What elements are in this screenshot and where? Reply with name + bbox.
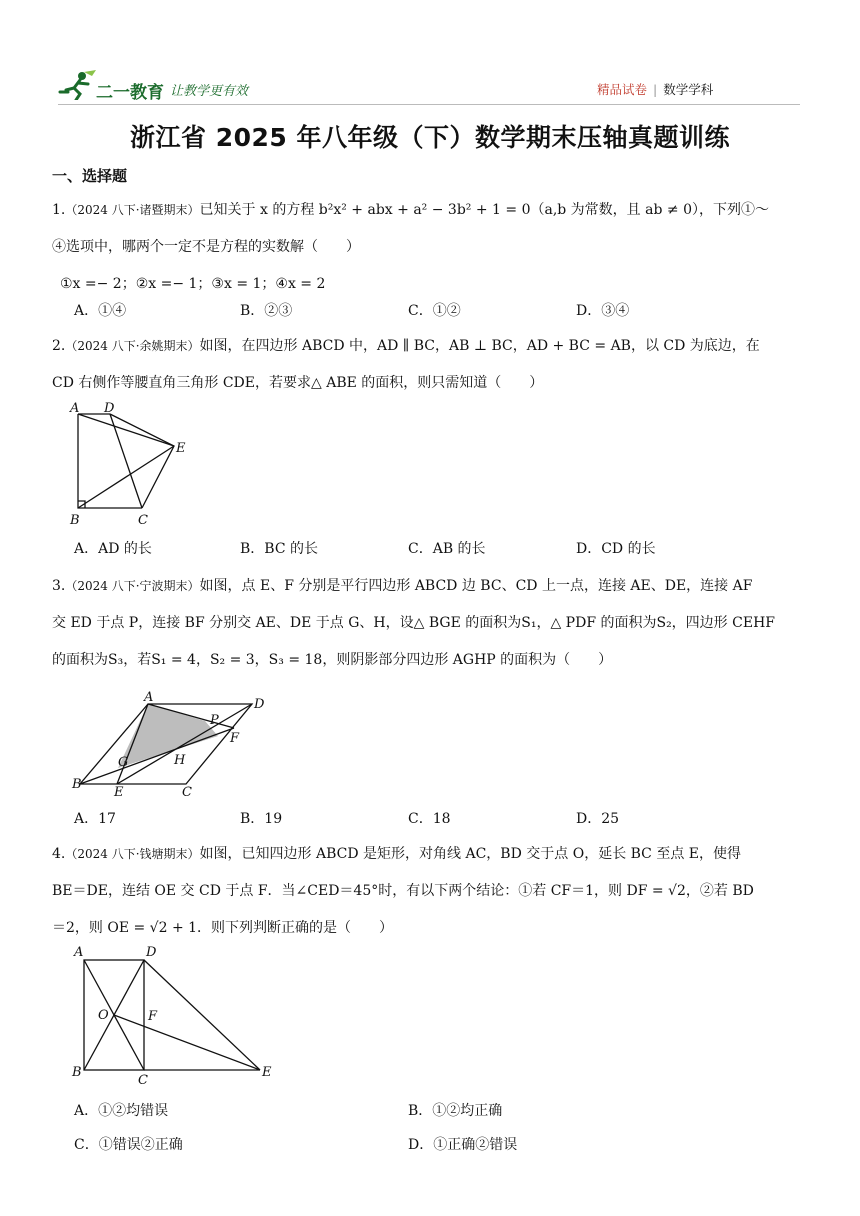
question-4-figure xyxy=(66,940,282,1092)
option-a: A．AD 的长 xyxy=(74,541,152,557)
question-3-line-2: 交 ED 于点 P，连接 BF 分别交 AE、DE 于点 G、H，设△ BGE 的面积为S₁，△ PDF 的面积为S₂，四边形 CEHF xyxy=(52,615,775,631)
question-4-line-1 xyxy=(52,836,812,873)
option-b: B．BC 的长 xyxy=(240,541,318,557)
slogan: 让教学更有效 xyxy=(170,84,249,99)
question-number: 2. xyxy=(52,338,66,354)
option-d: D．25 xyxy=(576,811,620,827)
option-c: C．①错误②正确 xyxy=(74,1137,183,1153)
header-tag: 精品试卷 xyxy=(597,82,648,97)
question-4 xyxy=(52,836,812,947)
label-e: E xyxy=(114,785,124,800)
header-subject: 数学学科 xyxy=(663,82,714,97)
option-b: B．①②均正确 xyxy=(408,1103,503,1119)
question-source: （2024 八下·诸暨期末） xyxy=(65,203,200,217)
option-a: A．①④ xyxy=(74,303,127,319)
label-f: F xyxy=(230,731,240,746)
header-right xyxy=(597,80,713,98)
question-1 xyxy=(52,192,812,303)
parallelogram-figure xyxy=(66,688,276,800)
question-source: （2024 八下·宁波期末） xyxy=(65,579,200,593)
question-2-figure xyxy=(64,398,194,532)
logo-text: 二一教育 xyxy=(96,83,164,103)
label-c: C xyxy=(138,1073,148,1088)
option-c: C．AB 的长 xyxy=(408,541,486,557)
question-4-line-2: BE＝DE，连结 OE 交 CD 于点 F．当∠CED＝45°时，有以下两个结论：①若 CF＝1，则 DF = √2，②若 BD xyxy=(52,883,754,899)
label-c: C xyxy=(138,513,148,528)
header-separator: | xyxy=(653,82,658,97)
label-a: A xyxy=(74,945,84,960)
page-title: 浙江省 2025 年八年级（下）数学期末压轴真题训练 xyxy=(130,123,730,152)
label-d: D xyxy=(254,697,265,712)
option-a: A．①②均错误 xyxy=(74,1103,169,1119)
option-b: B．②③ xyxy=(240,303,293,319)
option-c: C．18 xyxy=(408,811,451,827)
option-d: D．CD 的长 xyxy=(576,541,656,557)
section-heading: 一、选择题 xyxy=(52,167,128,185)
question-number: 4. xyxy=(52,846,66,862)
question-1-line-2: ④选项中，哪两个一定不是方程的实数解（ ） xyxy=(52,239,360,255)
question-3-line-3: 的面积为S₃，若S₁ = 4，S₂ = 3，S₃ = 18，则阴影部分四边形 AGHP 的面积为（ ） xyxy=(52,652,613,668)
label-d: D xyxy=(146,945,157,960)
runner-logo-icon xyxy=(58,70,98,100)
question-source: （2024 八下·钱塘期末） xyxy=(65,847,200,861)
label-d: D xyxy=(104,401,115,416)
question-3-line-1 xyxy=(52,568,812,605)
question-text: 如图，已知四边形 ABCD 是矩形，对角线 AC，BD 交于点 O，延长 BC 至点 E，使得 xyxy=(199,846,742,862)
option-c: C．①② xyxy=(408,303,461,319)
label-a: A xyxy=(70,401,80,416)
label-h: H xyxy=(174,753,186,768)
question-source: （2024 八下·余姚期末） xyxy=(65,339,200,353)
option-d: D．③④ xyxy=(576,303,630,319)
label-f: F xyxy=(148,1009,158,1024)
label-b: B xyxy=(70,513,80,528)
option-b: B．19 xyxy=(240,811,283,827)
quadrilateral-figure xyxy=(64,398,194,528)
label-e: E xyxy=(176,441,186,456)
rectangle-figure xyxy=(66,940,282,1088)
question-1-line-1 xyxy=(52,192,812,229)
label-o: O xyxy=(98,1008,109,1023)
label-c: C xyxy=(182,785,192,800)
question-2-line-1 xyxy=(52,328,812,365)
label-e: E xyxy=(262,1065,272,1080)
question-3-figure xyxy=(66,688,276,804)
option-d: D．①正确②错误 xyxy=(408,1137,518,1153)
question-number: 3. xyxy=(52,578,66,594)
question-2 xyxy=(52,328,812,402)
label-a: A xyxy=(144,690,154,705)
question-number: 1. xyxy=(52,202,66,218)
question-text: 如图，点 E、F 分别是平行四边形 ABCD 边 BC、CD 上一点，连接 AE、DE，连接 AF xyxy=(199,578,753,594)
question-2-line-2: CD 右侧作等腰直角三角形 CDE，若要求△ ABE 的面积，则只需知道（ ） xyxy=(52,375,544,391)
header-divider xyxy=(58,104,800,105)
option-a: A．17 xyxy=(74,811,116,827)
logo xyxy=(58,70,98,100)
question-1-line-3: ①x =− 2；②x =− 1；③x = 1；④x = 2 xyxy=(60,276,326,292)
question-4-line-3: ＝2，则 OE = √2 + 1．则下列判断正确的是（ ） xyxy=(52,920,394,936)
label-p: P xyxy=(210,713,219,728)
question-3 xyxy=(52,568,812,679)
question-text: 已知关于 x 的方程 b²x² + abx + a² − 3b² + 1 = 0（a,b 为常数，且 ab ≠ 0），下列①～ xyxy=(199,202,769,218)
label-g: G xyxy=(118,755,129,770)
label-b: B xyxy=(72,1065,82,1080)
label-b: B xyxy=(72,777,82,792)
question-text: 如图，在四边形 ABCD 中，AD ∥ BC，AB ⊥ BC，AD + BC = AB，以 CD 为底边，在 xyxy=(199,338,760,354)
